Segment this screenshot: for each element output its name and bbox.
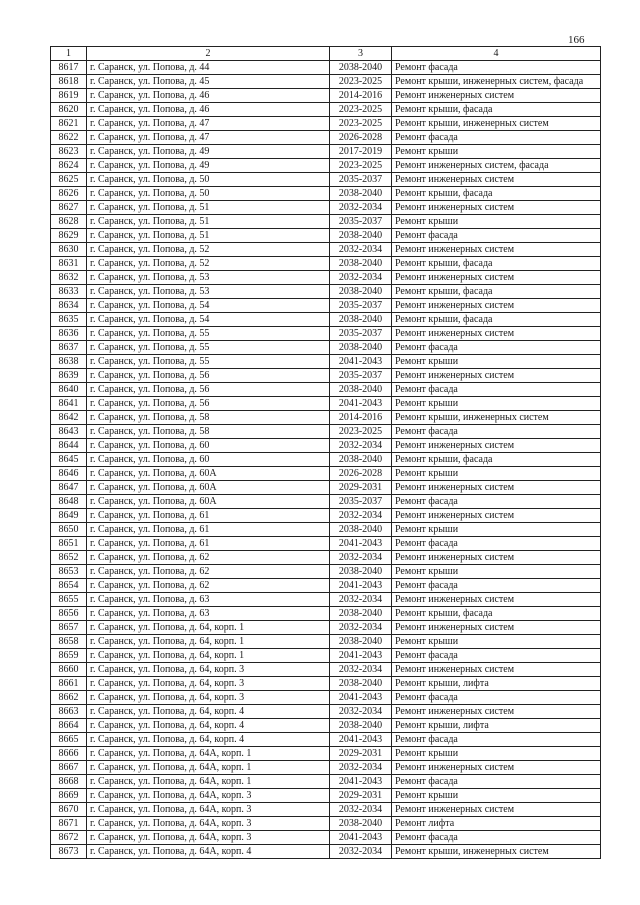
row-address: г. Саранск, ул. Попова, д. 49	[87, 145, 330, 159]
table-row	[51, 257, 601, 271]
table-row	[51, 271, 601, 285]
row-work-type: Ремонт крыши	[392, 789, 601, 803]
table-row	[51, 285, 601, 299]
row-period: 2032-2034	[330, 509, 392, 523]
row-address: г. Саранск, ул. Попова, д. 49	[87, 159, 330, 173]
row-work-type: Ремонт фасада	[392, 649, 601, 663]
row-address: г. Саранск, ул. Попова, д. 64А, корп. 3	[87, 789, 330, 803]
row-period: 2032-2034	[330, 803, 392, 817]
row-address: г. Саранск, ул. Попова, д. 60А	[87, 495, 330, 509]
row-work-type: Ремонт крыши, фасада	[392, 313, 601, 327]
row-address: г. Саранск, ул. Попова, д. 58	[87, 425, 330, 439]
row-work-type: Ремонт инженерных систем	[392, 201, 601, 215]
row-work-type: Ремонт фасада	[392, 579, 601, 593]
row-period: 2032-2034	[330, 705, 392, 719]
row-address: г. Саранск, ул. Попова, д. 60	[87, 439, 330, 453]
row-work-type: Ремонт крыши, фасада	[392, 453, 601, 467]
row-number: 8637	[51, 341, 87, 355]
column-header: 1	[51, 47, 87, 61]
row-address: г. Саранск, ул. Попова, д. 60А	[87, 481, 330, 495]
row-work-type: Ремонт инженерных систем	[392, 481, 601, 495]
table-row	[51, 719, 601, 733]
row-work-type: Ремонт крыши, фасада	[392, 257, 601, 271]
table-row	[51, 131, 601, 145]
row-period: 2026-2028	[330, 467, 392, 481]
row-address: г. Саранск, ул. Попова, д. 60	[87, 453, 330, 467]
row-period: 2038-2040	[330, 341, 392, 355]
row-period: 2023-2025	[330, 159, 392, 173]
table-row	[51, 453, 601, 467]
row-work-type: Ремонт крыши	[392, 565, 601, 579]
row-period: 2041-2043	[330, 355, 392, 369]
row-number: 8636	[51, 327, 87, 341]
row-address: г. Саранск, ул. Попова, д. 64А, корп. 1	[87, 775, 330, 789]
table-row	[51, 761, 601, 775]
row-number: 8672	[51, 831, 87, 845]
table-row	[51, 733, 601, 747]
row-address: г. Саранск, ул. Попова, д. 64А, корп. 1	[87, 761, 330, 775]
table-row	[51, 383, 601, 397]
row-work-type: Ремонт инженерных систем	[392, 89, 601, 103]
table-row	[51, 817, 601, 831]
row-period: 2038-2040	[330, 229, 392, 243]
row-address: г. Саранск, ул. Попова, д. 61	[87, 537, 330, 551]
table-row	[51, 75, 601, 89]
table-row	[51, 649, 601, 663]
row-work-type: Ремонт инженерных систем	[392, 593, 601, 607]
table-row	[51, 215, 601, 229]
repair-schedule-table	[50, 46, 601, 859]
row-number: 8631	[51, 257, 87, 271]
row-work-type: Ремонт крыши, фасада	[392, 187, 601, 201]
row-number: 8621	[51, 117, 87, 131]
row-address: г. Саранск, ул. Попова, д. 44	[87, 61, 330, 75]
table-row	[51, 299, 601, 313]
row-address: г. Саранск, ул. Попова, д. 51	[87, 229, 330, 243]
row-address: г. Саранск, ул. Попова, д. 51	[87, 215, 330, 229]
row-address: г. Саранск, ул. Попова, д. 52	[87, 257, 330, 271]
row-period: 2026-2028	[330, 131, 392, 145]
row-work-type: Ремонт инженерных систем	[392, 173, 601, 187]
row-period: 2029-2031	[330, 789, 392, 803]
table-row	[51, 103, 601, 117]
row-number: 8667	[51, 761, 87, 775]
column-header: 3	[330, 47, 392, 61]
row-work-type: Ремонт крыши, фасада	[392, 607, 601, 621]
row-period: 2038-2040	[330, 817, 392, 831]
row-period: 2038-2040	[330, 607, 392, 621]
row-address: г. Саранск, ул. Попова, д. 46	[87, 89, 330, 103]
row-address: г. Саранск, ул. Попова, д. 55	[87, 327, 330, 341]
row-work-type: Ремонт крыши	[392, 523, 601, 537]
row-period: 2032-2034	[330, 663, 392, 677]
row-number: 8641	[51, 397, 87, 411]
row-period: 2038-2040	[330, 285, 392, 299]
table-row	[51, 607, 601, 621]
row-work-type: Ремонт фасада	[392, 131, 601, 145]
row-period: 2035-2037	[330, 369, 392, 383]
row-address: г. Саранск, ул. Попова, д. 64, корп. 4	[87, 719, 330, 733]
table-row	[51, 397, 601, 411]
row-work-type: Ремонт лифта	[392, 817, 601, 831]
row-address: г. Саранск, ул. Попова, д. 50	[87, 173, 330, 187]
row-number: 8617	[51, 61, 87, 75]
table-row	[51, 789, 601, 803]
row-work-type: Ремонт фасада	[392, 831, 601, 845]
table-row	[51, 201, 601, 215]
row-period: 2041-2043	[330, 831, 392, 845]
page-number: 166	[568, 34, 585, 46]
row-address: г. Саранск, ул. Попова, д. 45	[87, 75, 330, 89]
row-address: г. Саранск, ул. Попова, д. 47	[87, 117, 330, 131]
table-row	[51, 425, 601, 439]
row-work-type: Ремонт инженерных систем, фасада	[392, 159, 601, 173]
row-number: 8654	[51, 579, 87, 593]
row-address: г. Саранск, ул. Попова, д. 58	[87, 411, 330, 425]
row-address: г. Саранск, ул. Попова, д. 64А, корп. 3	[87, 817, 330, 831]
table-row	[51, 845, 601, 859]
row-address: г. Саранск, ул. Попова, д. 64, корп. 3	[87, 691, 330, 705]
table-row	[51, 481, 601, 495]
row-number: 8620	[51, 103, 87, 117]
row-address: г. Саранск, ул. Попова, д. 64А, корп. 4	[87, 845, 330, 859]
table-row	[51, 173, 601, 187]
row-period: 2032-2034	[330, 439, 392, 453]
table-row	[51, 229, 601, 243]
row-number: 8639	[51, 369, 87, 383]
table-body	[51, 61, 601, 859]
row-number: 8673	[51, 845, 87, 859]
row-period: 2032-2034	[330, 593, 392, 607]
row-address: г. Саранск, ул. Попова, д. 64, корп. 3	[87, 663, 330, 677]
row-period: 2038-2040	[330, 565, 392, 579]
row-period: 2041-2043	[330, 775, 392, 789]
row-number: 8652	[51, 551, 87, 565]
row-period: 2038-2040	[330, 313, 392, 327]
row-number: 8657	[51, 621, 87, 635]
row-work-type: Ремонт крыши, инженерных систем	[392, 845, 601, 859]
row-period: 2041-2043	[330, 579, 392, 593]
row-address: г. Саранск, ул. Попова, д. 64, корп. 3	[87, 677, 330, 691]
table-row	[51, 369, 601, 383]
row-address: г. Саранск, ул. Попова, д. 50	[87, 187, 330, 201]
row-address: г. Саранск, ул. Попова, д. 54	[87, 313, 330, 327]
row-address: г. Саранск, ул. Попова, д. 64А, корп. 3	[87, 803, 330, 817]
row-period: 2038-2040	[330, 257, 392, 271]
table-row	[51, 663, 601, 677]
row-number: 8663	[51, 705, 87, 719]
row-number: 8668	[51, 775, 87, 789]
row-work-type: Ремонт инженерных систем	[392, 803, 601, 817]
row-address: г. Саранск, ул. Попова, д. 64, корп. 4	[87, 733, 330, 747]
row-work-type: Ремонт крыши	[392, 215, 601, 229]
row-number: 8661	[51, 677, 87, 691]
row-work-type: Ремонт фасада	[392, 537, 601, 551]
table-row	[51, 61, 601, 75]
row-period: 2032-2034	[330, 621, 392, 635]
row-period: 2041-2043	[330, 691, 392, 705]
row-work-type: Ремонт крыши	[392, 467, 601, 481]
row-work-type: Ремонт инженерных систем	[392, 327, 601, 341]
row-number: 8656	[51, 607, 87, 621]
row-period: 2032-2034	[330, 551, 392, 565]
row-number: 8658	[51, 635, 87, 649]
row-address: г. Саранск, ул. Попова, д. 64А, корп. 3	[87, 831, 330, 845]
row-number: 8655	[51, 593, 87, 607]
row-address: г. Саранск, ул. Попова, д. 63	[87, 593, 330, 607]
row-work-type: Ремонт фасада	[392, 733, 601, 747]
row-work-type: Ремонт крыши, инженерных систем	[392, 411, 601, 425]
row-number: 8670	[51, 803, 87, 817]
table-row	[51, 187, 601, 201]
row-number: 8653	[51, 565, 87, 579]
row-number: 8662	[51, 691, 87, 705]
row-period: 2038-2040	[330, 61, 392, 75]
row-period: 2035-2037	[330, 299, 392, 313]
row-work-type: Ремонт инженерных систем	[392, 705, 601, 719]
row-work-type: Ремонт инженерных систем	[392, 509, 601, 523]
row-work-type: Ремонт инженерных систем	[392, 439, 601, 453]
row-address: г. Саранск, ул. Попова, д. 61	[87, 509, 330, 523]
row-address: г. Саранск, ул. Попова, д. 55	[87, 355, 330, 369]
row-address: г. Саранск, ул. Попова, д. 61	[87, 523, 330, 537]
row-number: 8634	[51, 299, 87, 313]
table-row	[51, 439, 601, 453]
row-address: г. Саранск, ул. Попова, д. 53	[87, 285, 330, 299]
row-period: 2038-2040	[330, 635, 392, 649]
row-work-type: Ремонт фасада	[392, 383, 601, 397]
row-number: 8622	[51, 131, 87, 145]
row-period: 2032-2034	[330, 761, 392, 775]
row-number: 8619	[51, 89, 87, 103]
row-address: г. Саранск, ул. Попова, д. 64, корп. 1	[87, 649, 330, 663]
table-row	[51, 831, 601, 845]
row-number: 8628	[51, 215, 87, 229]
row-number: 8649	[51, 509, 87, 523]
row-address: г. Саранск, ул. Попова, д. 56	[87, 369, 330, 383]
row-work-type: Ремонт крыши, лифта	[392, 719, 601, 733]
row-period: 2014-2016	[330, 89, 392, 103]
row-address: г. Саранск, ул. Попова, д. 53	[87, 271, 330, 285]
row-period: 2035-2037	[330, 215, 392, 229]
row-number: 8659	[51, 649, 87, 663]
table-row	[51, 145, 601, 159]
row-address: г. Саранск, ул. Попова, д. 52	[87, 243, 330, 257]
column-header: 4	[392, 47, 601, 61]
row-period: 2032-2034	[330, 845, 392, 859]
table-row	[51, 243, 601, 257]
row-address: г. Саранск, ул. Попова, д. 64, корп. 1	[87, 635, 330, 649]
table-row	[51, 341, 601, 355]
row-work-type: Ремонт инженерных систем	[392, 663, 601, 677]
row-address: г. Саранск, ул. Попова, д. 62	[87, 565, 330, 579]
row-period: 2017-2019	[330, 145, 392, 159]
row-number: 8642	[51, 411, 87, 425]
row-number: 8645	[51, 453, 87, 467]
row-number: 8671	[51, 817, 87, 831]
row-period: 2023-2025	[330, 103, 392, 117]
table-row	[51, 775, 601, 789]
row-work-type: Ремонт инженерных систем	[392, 243, 601, 257]
table-row	[51, 537, 601, 551]
row-number: 8660	[51, 663, 87, 677]
row-number: 8665	[51, 733, 87, 747]
row-period: 2023-2025	[330, 117, 392, 131]
table-row	[51, 705, 601, 719]
row-address: г. Саранск, ул. Попова, д. 51	[87, 201, 330, 215]
row-work-type: Ремонт крыши, инженерных систем, фасада	[392, 75, 601, 89]
row-number: 8633	[51, 285, 87, 299]
row-work-type: Ремонт инженерных систем	[392, 551, 601, 565]
row-address: г. Саранск, ул. Попова, д. 56	[87, 397, 330, 411]
table-row	[51, 621, 601, 635]
row-period: 2035-2037	[330, 495, 392, 509]
table-row	[51, 89, 601, 103]
table-row	[51, 551, 601, 565]
row-work-type: Ремонт крыши	[392, 145, 601, 159]
row-period: 2023-2025	[330, 425, 392, 439]
table-row	[51, 313, 601, 327]
row-work-type: Ремонт крыши, лифта	[392, 677, 601, 691]
table-row	[51, 467, 601, 481]
row-period: 2029-2031	[330, 481, 392, 495]
row-period: 2029-2031	[330, 747, 392, 761]
row-period: 2038-2040	[330, 677, 392, 691]
row-number: 8627	[51, 201, 87, 215]
row-period: 2032-2034	[330, 271, 392, 285]
row-number: 8664	[51, 719, 87, 733]
row-number: 8638	[51, 355, 87, 369]
row-address: г. Саранск, ул. Попова, д. 62	[87, 579, 330, 593]
table-row	[51, 159, 601, 173]
row-period: 2041-2043	[330, 733, 392, 747]
row-work-type: Ремонт инженерных систем	[392, 761, 601, 775]
row-address: г. Саранск, ул. Попова, д. 63	[87, 607, 330, 621]
row-number: 8626	[51, 187, 87, 201]
row-period: 2032-2034	[330, 201, 392, 215]
row-work-type: Ремонт фасада	[392, 691, 601, 705]
row-period: 2041-2043	[330, 397, 392, 411]
row-work-type: Ремонт фасада	[392, 229, 601, 243]
row-number: 8618	[51, 75, 87, 89]
row-period: 2041-2043	[330, 537, 392, 551]
row-period: 2023-2025	[330, 75, 392, 89]
row-work-type: Ремонт фасада	[392, 425, 601, 439]
table-row	[51, 411, 601, 425]
row-number: 8650	[51, 523, 87, 537]
table-row	[51, 327, 601, 341]
table-row	[51, 355, 601, 369]
row-number: 8630	[51, 243, 87, 257]
row-number: 8632	[51, 271, 87, 285]
row-number: 8647	[51, 481, 87, 495]
row-work-type: Ремонт фасада	[392, 61, 601, 75]
row-address: г. Саранск, ул. Попова, д. 64, корп. 4	[87, 705, 330, 719]
table-row	[51, 579, 601, 593]
row-work-type: Ремонт инженерных систем	[392, 271, 601, 285]
table-row	[51, 565, 601, 579]
row-work-type: Ремонт фасада	[392, 495, 601, 509]
row-work-type: Ремонт инженерных систем	[392, 621, 601, 635]
table-header-row	[51, 47, 601, 61]
row-work-type: Ремонт фасада	[392, 341, 601, 355]
row-number: 8644	[51, 439, 87, 453]
row-number: 8669	[51, 789, 87, 803]
row-period: 2014-2016	[330, 411, 392, 425]
row-period: 2038-2040	[330, 523, 392, 537]
row-work-type: Ремонт крыши	[392, 355, 601, 369]
row-address: г. Саранск, ул. Попова, д. 55	[87, 341, 330, 355]
row-number: 8648	[51, 495, 87, 509]
table-row	[51, 495, 601, 509]
row-address: г. Саранск, ул. Попова, д. 47	[87, 131, 330, 145]
row-number: 8643	[51, 425, 87, 439]
row-number: 8625	[51, 173, 87, 187]
row-number: 8646	[51, 467, 87, 481]
row-number: 8635	[51, 313, 87, 327]
table-row	[51, 509, 601, 523]
row-address: г. Саранск, ул. Попова, д. 56	[87, 383, 330, 397]
row-period: 2038-2040	[330, 187, 392, 201]
row-work-type: Ремонт фасада	[392, 775, 601, 789]
row-number: 8640	[51, 383, 87, 397]
row-work-type: Ремонт крыши, фасада	[392, 103, 601, 117]
row-work-type: Ремонт крыши	[392, 635, 601, 649]
row-address: г. Саранск, ул. Попова, д. 46	[87, 103, 330, 117]
table-row	[51, 593, 601, 607]
row-address: г. Саранск, ул. Попова, д. 64, корп. 1	[87, 621, 330, 635]
row-address: г. Саранск, ул. Попова, д. 64А, корп. 1	[87, 747, 330, 761]
row-work-type: Ремонт крыши	[392, 397, 601, 411]
row-address: г. Саранск, ул. Попова, д. 62	[87, 551, 330, 565]
row-address: г. Саранск, ул. Попова, д. 60А	[87, 467, 330, 481]
row-number: 8666	[51, 747, 87, 761]
table-row	[51, 117, 601, 131]
row-period: 2035-2037	[330, 327, 392, 341]
row-number: 8624	[51, 159, 87, 173]
table-row	[51, 747, 601, 761]
row-period: 2035-2037	[330, 173, 392, 187]
table-row	[51, 691, 601, 705]
row-number: 8651	[51, 537, 87, 551]
row-period: 2038-2040	[330, 719, 392, 733]
row-period: 2041-2043	[330, 649, 392, 663]
row-period: 2032-2034	[330, 243, 392, 257]
row-work-type: Ремонт инженерных систем	[392, 369, 601, 383]
row-work-type: Ремонт крыши	[392, 747, 601, 761]
table-row	[51, 803, 601, 817]
row-number: 8623	[51, 145, 87, 159]
table-row	[51, 523, 601, 537]
row-work-type: Ремонт инженерных систем	[392, 299, 601, 313]
table-row	[51, 677, 601, 691]
row-work-type: Ремонт крыши, фасада	[392, 285, 601, 299]
row-number: 8629	[51, 229, 87, 243]
column-header: 2	[87, 47, 330, 61]
row-work-type: Ремонт крыши, инженерных систем	[392, 117, 601, 131]
row-address: г. Саранск, ул. Попова, д. 54	[87, 299, 330, 313]
table-row	[51, 635, 601, 649]
row-period: 2038-2040	[330, 453, 392, 467]
row-period: 2038-2040	[330, 383, 392, 397]
